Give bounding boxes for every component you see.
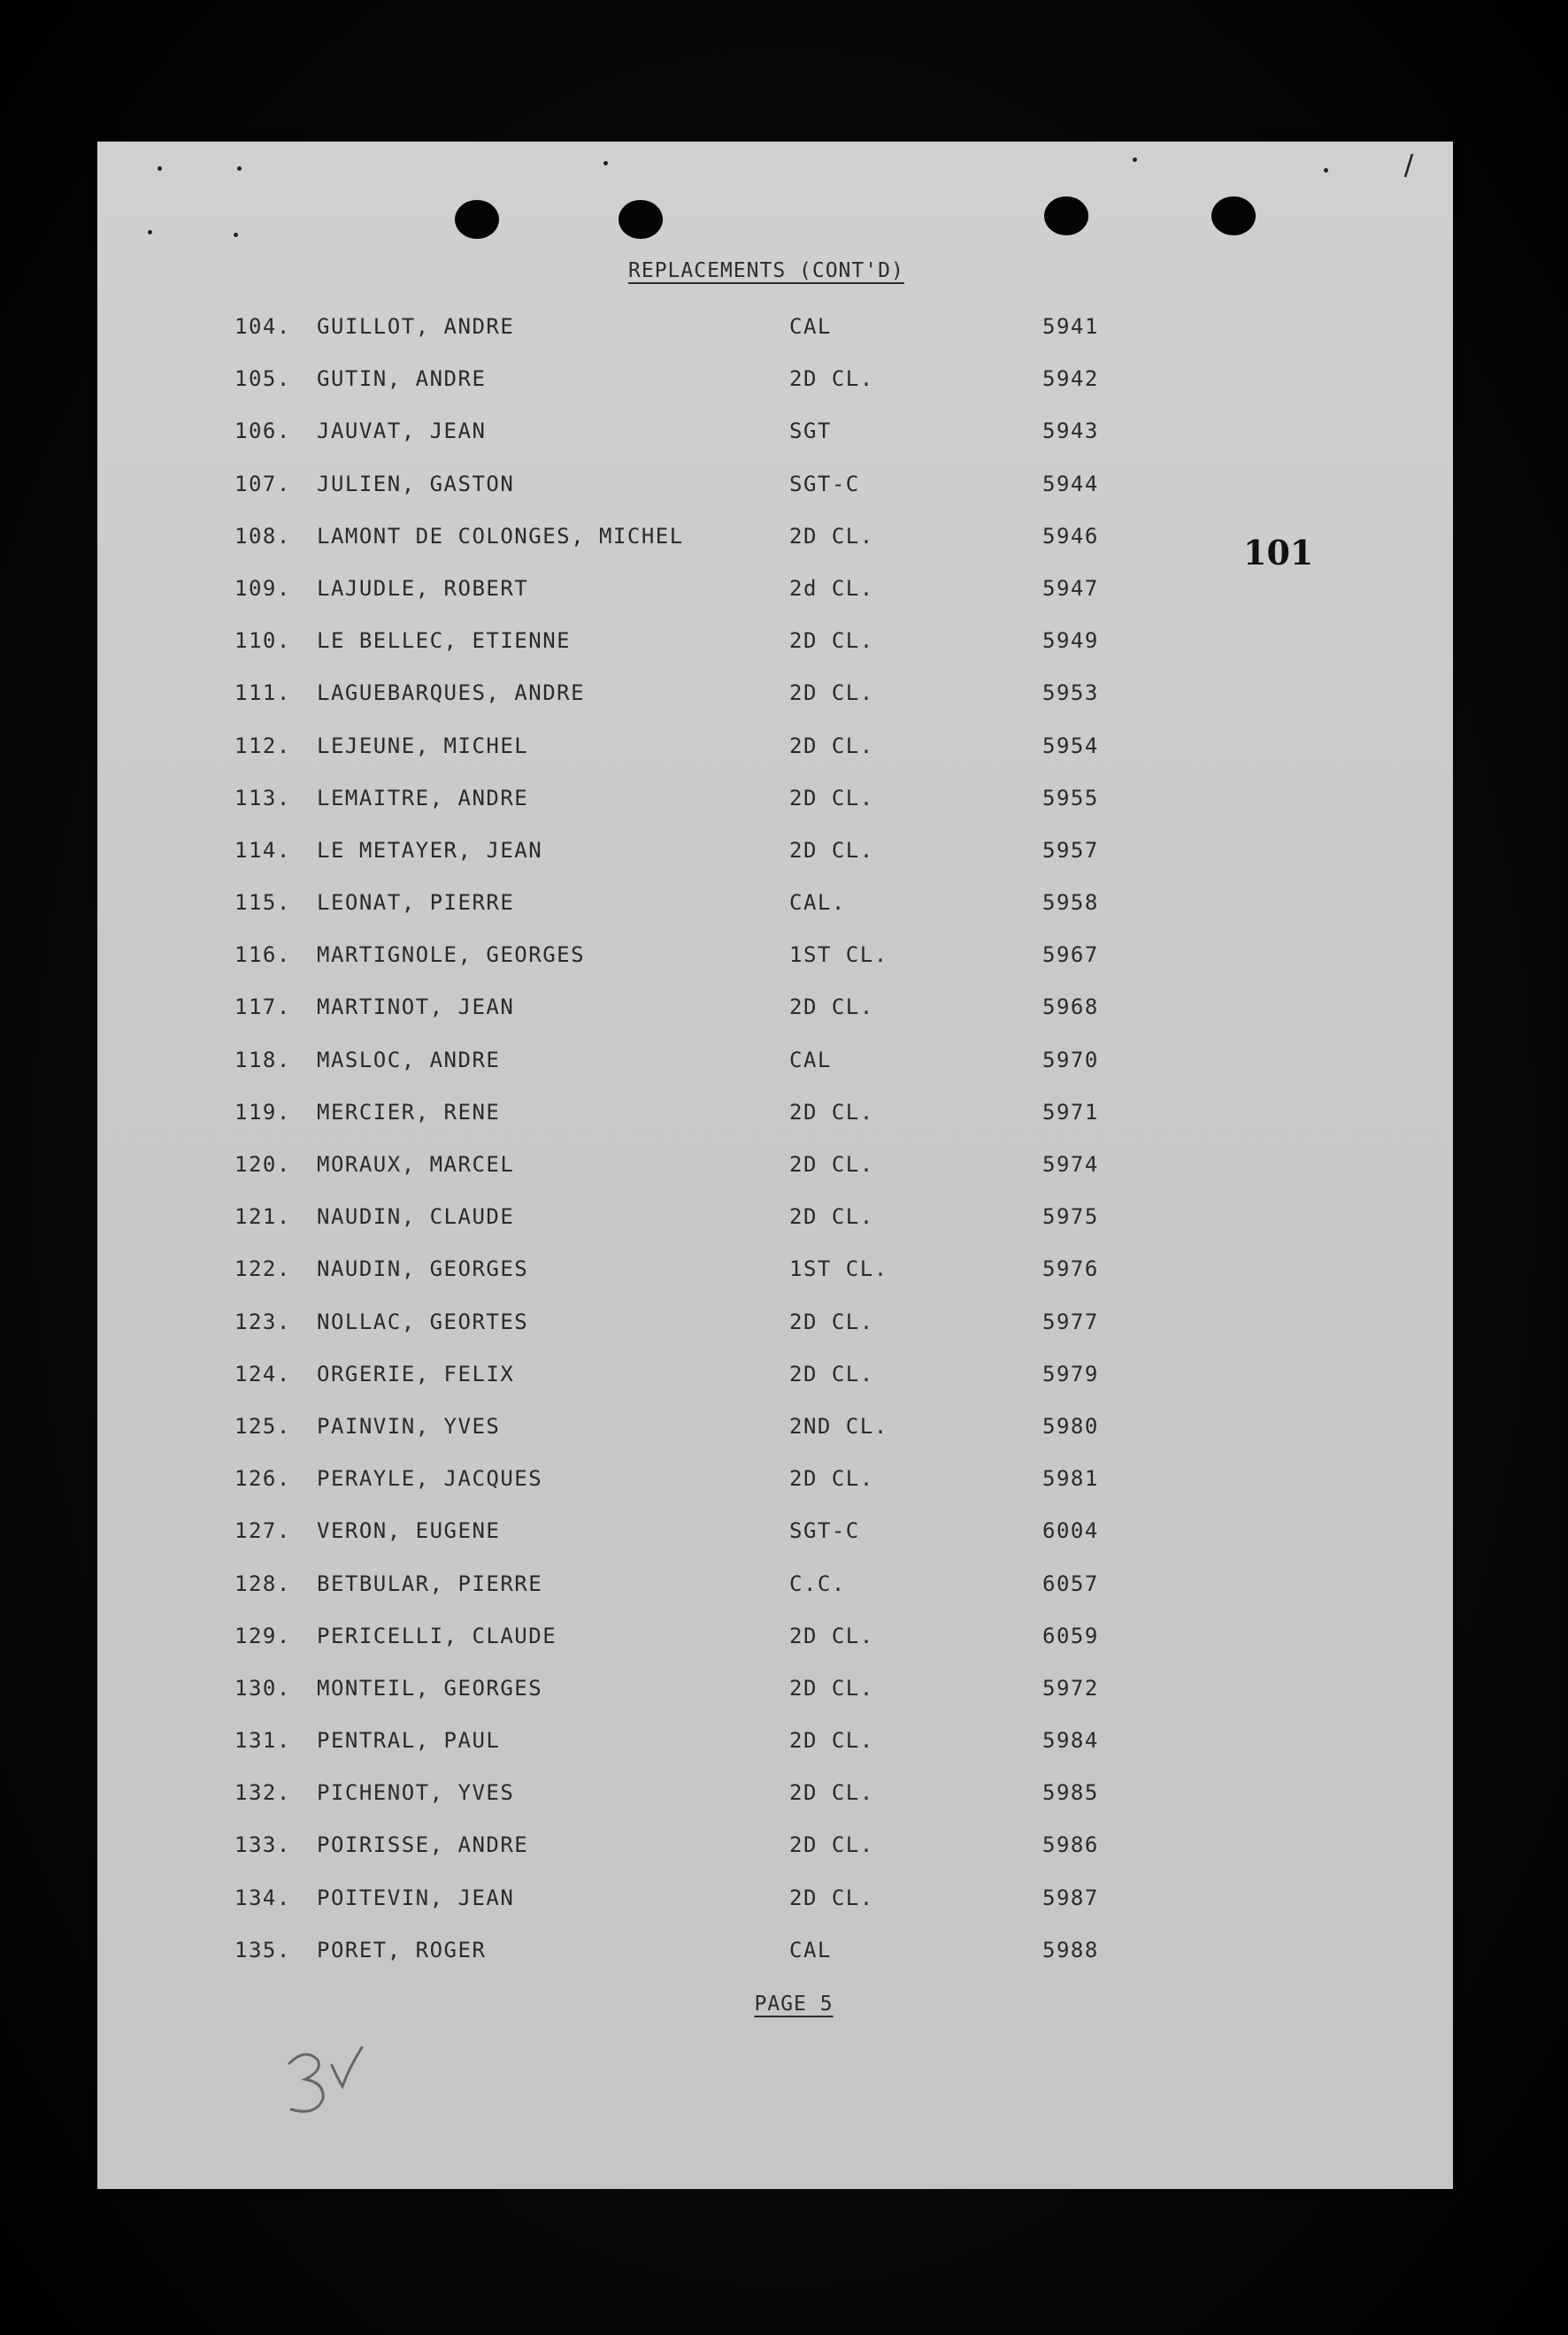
soldier-rank: 2D CL. — [789, 1099, 874, 1125]
soldier-rank: 2D CL. — [789, 1466, 874, 1492]
row-number: 111. — [234, 680, 291, 706]
paper-speck — [234, 233, 238, 237]
roster-row — [97, 366, 1453, 419]
margin-page-number: 101 — [1243, 533, 1314, 572]
roster-row — [97, 734, 1453, 786]
roster-row — [97, 1100, 1453, 1152]
serial-number: 5967 — [1042, 942, 1099, 968]
soldier-rank: 2d CL. — [789, 575, 874, 601]
serial-number: 5958 — [1042, 890, 1099, 916]
serial-number: 5985 — [1042, 1780, 1099, 1806]
soldier-name: JAUVAT, JEAN — [317, 419, 487, 444]
soldier-name: PENTRAL, PAUL — [317, 1728, 501, 1754]
soldier-name: LAGUEBARQUES, ANDRE — [317, 680, 586, 706]
roster-row — [97, 995, 1453, 1047]
paper-speck — [1133, 157, 1137, 162]
roster-row — [97, 472, 1453, 524]
serial-number: 5947 — [1042, 575, 1099, 601]
row-number: 126. — [234, 1466, 291, 1492]
roster-row — [97, 680, 1453, 733]
soldier-name: LE BELLEC, ETIENNE — [317, 628, 572, 654]
row-number: 106. — [234, 419, 291, 444]
roster-row — [97, 1938, 1453, 1990]
row-number: 107. — [234, 471, 291, 496]
roster-row — [97, 1256, 1453, 1309]
soldier-rank: C.C. — [789, 1571, 846, 1596]
soldier-rank: SGT-C — [789, 471, 860, 496]
soldier-name: NAUDIN, GEORGES — [317, 1256, 529, 1282]
serial-number: 5942 — [1042, 366, 1099, 392]
soldier-rank: 2ND CL. — [789, 1413, 888, 1439]
serial-number: 5980 — [1042, 1413, 1099, 1439]
row-number: 121. — [234, 1204, 291, 1230]
row-number: 122. — [234, 1256, 291, 1282]
soldier-rank: 2D CL. — [789, 1204, 874, 1230]
roster-row — [97, 942, 1453, 995]
soldier-rank: 2D CL. — [789, 733, 874, 758]
soldier-name: BETBULAR, PIERRE — [317, 1571, 543, 1596]
roster-row — [97, 1676, 1453, 1728]
row-number: 119. — [234, 1099, 291, 1125]
serial-number: 5954 — [1042, 733, 1099, 758]
roster-row — [97, 786, 1453, 838]
roster-row — [97, 1466, 1453, 1518]
serial-number: 5976 — [1042, 1256, 1099, 1282]
soldier-name: NOLLAC, GEORTES — [317, 1309, 529, 1334]
roster-row — [97, 1571, 1453, 1624]
punch-hole — [1044, 196, 1088, 235]
serial-number: 5977 — [1042, 1309, 1099, 1334]
soldier-rank: 2D CL. — [789, 1780, 874, 1806]
roster-row — [97, 1362, 1453, 1414]
soldier-name: GUILLOT, ANDRE — [317, 314, 515, 339]
soldier-name: MONTEIL, GEORGES — [317, 1675, 543, 1701]
soldier-name: LE METAYER, JEAN — [317, 837, 543, 863]
roster-row — [97, 1518, 1453, 1571]
serial-number: 5970 — [1042, 1047, 1099, 1072]
serial-number: 5946 — [1042, 523, 1099, 549]
soldier-rank: 2D CL. — [789, 1623, 874, 1648]
row-number: 135. — [234, 1937, 291, 1962]
serial-number: 5949 — [1042, 628, 1099, 654]
row-number: 112. — [234, 733, 291, 758]
soldier-name: LEONAT, PIERRE — [317, 890, 515, 916]
soldier-rank: CAL — [789, 1937, 832, 1962]
soldier-name: PORET, ROGER — [317, 1937, 487, 1962]
soldier-rank: 2D CL. — [789, 785, 874, 810]
soldier-name: PERAYLE, JACQUES — [317, 1466, 543, 1492]
row-number: 120. — [234, 1152, 291, 1177]
soldier-rank: 2D CL. — [789, 1675, 874, 1701]
serial-number: 5979 — [1042, 1361, 1099, 1386]
paper-speck — [603, 161, 608, 165]
soldier-name: MARTIGNOLE, GEORGES — [317, 942, 586, 968]
soldier-name: LEMAITRE, ANDRE — [317, 785, 529, 810]
row-number: 116. — [234, 942, 291, 968]
soldier-name: PERICELLI, CLAUDE — [317, 1623, 557, 1648]
soldier-rank: 2D CL. — [789, 1152, 874, 1177]
row-number: 105. — [234, 366, 291, 392]
serial-number: 5953 — [1042, 680, 1099, 706]
soldier-name: MORAUX, MARCEL — [317, 1152, 515, 1177]
soldier-rank: 2D CL. — [789, 366, 874, 392]
soldier-rank: 2D CL. — [789, 1728, 874, 1754]
soldier-name: PAINVIN, YVES — [317, 1413, 501, 1439]
soldier-name: GUTIN, ANDRE — [317, 366, 487, 392]
row-number: 129. — [234, 1623, 291, 1648]
roster-row — [97, 838, 1453, 890]
row-number: 114. — [234, 837, 291, 863]
soldier-rank: 2D CL. — [789, 628, 874, 654]
soldier-name: LAMONT DE COLONGES, MICHEL — [317, 523, 684, 549]
serial-number: 5957 — [1042, 837, 1099, 863]
row-number: 118. — [234, 1047, 291, 1072]
paper-speck — [237, 166, 242, 171]
soldier-rank: CAL. — [789, 890, 846, 916]
paper-speck — [158, 166, 162, 171]
punch-hole — [1211, 196, 1256, 235]
roster-row — [97, 1152, 1453, 1204]
roster-row — [97, 576, 1453, 628]
punch-hole — [619, 200, 663, 239]
soldier-rank: 2D CL. — [789, 1885, 874, 1910]
serial-number: 5944 — [1042, 471, 1099, 496]
soldier-name: PICHENOT, YVES — [317, 1780, 515, 1806]
paper-speck — [1324, 168, 1328, 173]
soldier-name: LEJEUNE, MICHEL — [317, 733, 529, 758]
soldier-rank: 2D CL. — [789, 995, 874, 1020]
soldier-rank: 2D CL. — [789, 1361, 874, 1386]
punch-hole — [455, 200, 499, 239]
serial-number: 5974 — [1042, 1152, 1099, 1177]
soldier-name: MASLOC, ANDRE — [317, 1047, 501, 1072]
soldier-rank: 2D CL. — [789, 1309, 874, 1334]
roster-row — [97, 1310, 1453, 1362]
row-number: 134. — [234, 1885, 291, 1910]
row-number: 117. — [234, 995, 291, 1020]
soldier-name: VERON, EUGENE — [317, 1518, 501, 1544]
paper-speck — [148, 230, 152, 234]
page-heading: REPLACEMENTS (CONT'D) — [628, 259, 904, 282]
serial-number: 5984 — [1042, 1728, 1099, 1754]
soldier-name: ORGERIE, FELIX — [317, 1361, 515, 1386]
soldier-name: POIRISSE, ANDRE — [317, 1832, 529, 1858]
serial-number: 5986 — [1042, 1832, 1099, 1858]
roster-row — [97, 1624, 1453, 1676]
roster-row — [97, 1832, 1453, 1885]
soldier-rank: 2D CL. — [789, 837, 874, 863]
roster-row — [97, 890, 1453, 942]
row-number: 133. — [234, 1832, 291, 1858]
soldier-name: MERCIER, RENE — [317, 1099, 501, 1125]
serial-number: 5972 — [1042, 1675, 1099, 1701]
row-number: 109. — [234, 575, 291, 601]
row-number: 123. — [234, 1309, 291, 1334]
row-number: 125. — [234, 1413, 291, 1439]
row-number: 130. — [234, 1675, 291, 1701]
handwritten-mark — [279, 2035, 376, 2124]
soldier-rank: CAL — [789, 314, 832, 339]
roster-row — [97, 1886, 1453, 1938]
row-number: 128. — [234, 1571, 291, 1596]
serial-number: 5971 — [1042, 1099, 1099, 1125]
serial-number: 6059 — [1042, 1623, 1099, 1648]
roster-row — [97, 1780, 1453, 1832]
serial-number: 5988 — [1042, 1937, 1099, 1962]
row-number: 108. — [234, 523, 291, 549]
roster-row — [97, 1204, 1453, 1256]
soldier-rank: 2D CL. — [789, 1832, 874, 1858]
serial-number: 5955 — [1042, 785, 1099, 810]
row-number: 115. — [234, 890, 291, 916]
soldier-rank: SGT-C — [789, 1518, 860, 1544]
soldier-rank: 1ST CL. — [789, 942, 888, 968]
row-number: 132. — [234, 1780, 291, 1806]
serial-number: 6057 — [1042, 1571, 1099, 1596]
soldier-name: LAJUDLE, ROBERT — [317, 575, 529, 601]
soldier-rank: SGT — [789, 419, 832, 444]
serial-number: 5975 — [1042, 1204, 1099, 1230]
row-number: 113. — [234, 785, 291, 810]
soldier-name: NAUDIN, CLAUDE — [317, 1204, 515, 1230]
serial-number: 5941 — [1042, 314, 1099, 339]
row-number: 110. — [234, 628, 291, 654]
roster-row — [97, 628, 1453, 680]
roster-row — [97, 1048, 1453, 1100]
roster-row — [97, 1728, 1453, 1780]
soldier-rank: 1ST CL. — [789, 1256, 888, 1282]
soldier-name: MARTINOT, JEAN — [317, 995, 515, 1020]
serial-number: 5943 — [1042, 419, 1099, 444]
roster-row — [97, 314, 1453, 366]
serial-number: 5981 — [1042, 1466, 1099, 1492]
soldier-rank: 2D CL. — [789, 523, 874, 549]
pencil-tick-mark — [1400, 152, 1418, 179]
row-number: 127. — [234, 1518, 291, 1544]
page-footer: PAGE 5 — [754, 1993, 834, 2016]
roster-row — [97, 419, 1453, 471]
serial-number: 6004 — [1042, 1518, 1099, 1544]
serial-number: 5968 — [1042, 995, 1099, 1020]
row-number: 104. — [234, 314, 291, 339]
row-number: 131. — [234, 1728, 291, 1754]
document-page — [97, 142, 1453, 2189]
soldier-name: POITEVIN, JEAN — [317, 1885, 515, 1910]
row-number: 124. — [234, 1361, 291, 1386]
soldier-name: JULIEN, GASTON — [317, 471, 515, 496]
soldier-rank: 2D CL. — [789, 680, 874, 706]
serial-number: 5987 — [1042, 1885, 1099, 1910]
roster-row — [97, 1414, 1453, 1466]
soldier-rank: CAL — [789, 1047, 832, 1072]
